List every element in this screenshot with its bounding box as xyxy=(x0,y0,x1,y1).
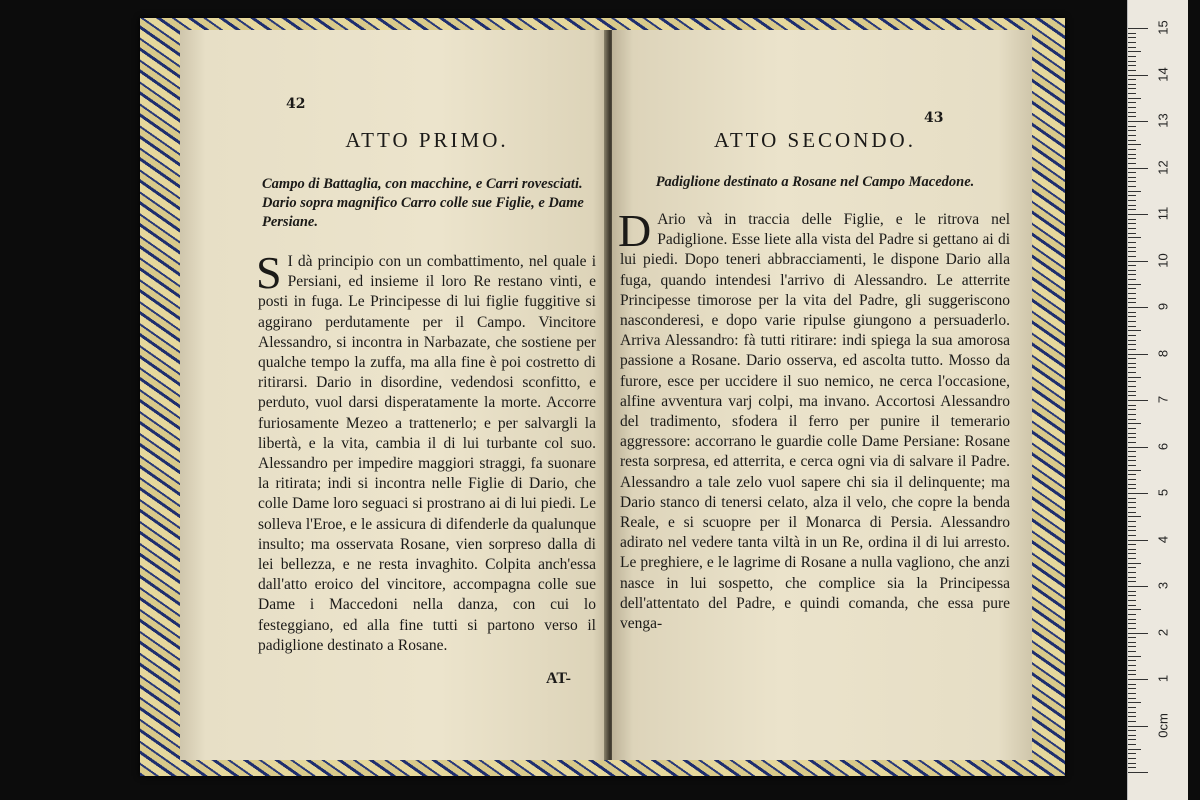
ruler-tick xyxy=(1128,191,1141,192)
ruler-tick xyxy=(1128,288,1136,289)
ruler-label: 8 xyxy=(1155,349,1171,357)
ruler-label: 10 xyxy=(1155,252,1171,268)
ruler-tick xyxy=(1128,567,1136,568)
ruler-tick xyxy=(1128,437,1136,438)
ruler-tick xyxy=(1128,614,1136,615)
ruler-tick xyxy=(1128,256,1136,257)
measurement-ruler xyxy=(1127,0,1188,800)
ruler-tick xyxy=(1128,340,1136,341)
ruler-tick xyxy=(1128,214,1148,215)
ruler-tick xyxy=(1128,521,1136,522)
ruler-tick xyxy=(1128,372,1136,373)
ruler-tick xyxy=(1128,646,1136,647)
ruler-tick xyxy=(1128,526,1136,527)
ruler-tick xyxy=(1128,442,1136,443)
ruler-tick xyxy=(1128,386,1136,387)
ruler-tick xyxy=(1128,395,1136,396)
ruler-tick xyxy=(1128,558,1136,559)
ruler-tick xyxy=(1128,712,1136,713)
ruler-tick xyxy=(1128,28,1148,29)
ruler-tick xyxy=(1128,419,1136,420)
ruler-tick xyxy=(1128,149,1136,150)
drop-cap: D xyxy=(618,205,652,256)
ruler-tick xyxy=(1128,37,1136,38)
ruler-tick xyxy=(1128,460,1136,461)
ruler-tick xyxy=(1128,93,1136,94)
ruler-tick xyxy=(1128,33,1136,34)
ruler-tick xyxy=(1128,154,1136,155)
ruler-tick xyxy=(1128,47,1136,48)
ruler-label: 9 xyxy=(1155,302,1171,311)
page-number: 42 xyxy=(286,96,306,112)
ruler-tick xyxy=(1128,428,1136,429)
ruler-tick xyxy=(1128,730,1136,731)
ruler-tick xyxy=(1128,693,1136,694)
ruler-tick xyxy=(1128,651,1136,652)
ruler-tick xyxy=(1128,98,1141,99)
ruler-label: 5 xyxy=(1155,488,1171,497)
ruler-tick xyxy=(1128,200,1136,201)
left-page xyxy=(180,30,610,760)
ruler-tick xyxy=(1128,326,1136,327)
ruler-tick xyxy=(1128,735,1136,736)
ruler-tick xyxy=(1128,498,1136,499)
ruler-tick xyxy=(1128,707,1136,708)
ruler-tick xyxy=(1128,116,1136,117)
ruler-tick xyxy=(1128,270,1136,271)
ruler-tick xyxy=(1128,381,1136,382)
ruler-tick xyxy=(1128,465,1136,466)
ruler-tick xyxy=(1128,605,1136,606)
ruler-tick xyxy=(1128,126,1136,127)
ruler-tick xyxy=(1128,600,1136,601)
ruler-tick xyxy=(1128,172,1136,173)
ruler-tick xyxy=(1128,553,1136,554)
ruler-tick xyxy=(1128,767,1136,768)
ruler-tick xyxy=(1128,56,1136,57)
ruler-tick xyxy=(1128,479,1136,480)
ruler-tick xyxy=(1128,637,1136,638)
ruler-tick xyxy=(1128,233,1136,234)
ruler-tick xyxy=(1128,42,1136,43)
ruler-tick xyxy=(1128,488,1136,489)
drop-cap: S xyxy=(256,247,282,298)
ruler-tick xyxy=(1128,75,1148,76)
ruler-tick xyxy=(1128,628,1136,629)
ruler-tick xyxy=(1128,586,1148,587)
ruler-tick xyxy=(1128,507,1136,508)
ruler-tick xyxy=(1128,168,1148,169)
ruler-tick xyxy=(1128,358,1136,359)
ruler-tick xyxy=(1128,242,1136,243)
ruler-tick xyxy=(1128,502,1136,503)
ruler-tick xyxy=(1128,195,1136,196)
ruler-tick xyxy=(1128,163,1136,164)
ruler-tick xyxy=(1128,121,1148,122)
ruler-tick xyxy=(1128,642,1136,643)
ruler-tick xyxy=(1128,223,1136,224)
ruler-tick xyxy=(1128,409,1136,410)
body-text xyxy=(618,205,1010,634)
ruler-tick xyxy=(1128,391,1136,392)
ruler-tick xyxy=(1128,772,1148,773)
ruler-tick xyxy=(1128,474,1136,475)
ruler-tick xyxy=(1128,660,1136,661)
right-page xyxy=(612,30,1032,760)
ruler-tick xyxy=(1128,312,1136,313)
ruler-label: 15 xyxy=(1155,20,1171,35)
ruler-tick xyxy=(1128,684,1136,685)
ruler-label: 12 xyxy=(1155,159,1171,175)
ruler-tick xyxy=(1128,79,1136,80)
ruler-tick xyxy=(1128,186,1136,187)
ruler-tick xyxy=(1128,247,1136,248)
ruler-tick xyxy=(1128,423,1141,424)
scene-description: Campo di Battaglia, con macchine, e Carri rovesciati. Dario sopra magnifico Carro colle sue Figlie, e Dame Persiane. xyxy=(262,176,584,230)
ruler-tick xyxy=(1128,716,1136,717)
ruler-tick xyxy=(1128,354,1148,355)
ruler-label: 11 xyxy=(1155,206,1171,221)
ruler-tick xyxy=(1128,400,1148,401)
ruler-tick xyxy=(1128,633,1148,634)
ruler-tick xyxy=(1128,744,1136,745)
ruler-tick xyxy=(1128,749,1141,750)
ruler-tick xyxy=(1128,88,1136,89)
ruler-tick xyxy=(1128,451,1136,452)
act-title: ATTO SECONDO. xyxy=(714,128,916,152)
ruler-tick xyxy=(1128,674,1136,675)
ruler-tick xyxy=(1128,702,1141,703)
paragraph: Ario và in traccia delle Figlie, e le ritrova nel Padiglione. Esse liete alla vista del Padre si gettano ai di lui piedi. Dopo teneri abbracciamenti, le dispone Dario alla fuga, quando intendesi l'arrivo di Alessandro. Le atterrite Principesse timorose per la vita del Padre, gli suggeriscono nasconderesi, e dopo varie ripulse giungono a persuaderlo. Arriva Alessandro: fà tutti ritirare: indi spiega la sua amorosa passione a Rosane. Dario osserva, ed ascolta tutto. Mosso da furore, esce per uccidere il suo nemico, ne cerca l'occasione, alfine avventura varj colpi, ma invano. Accortosi Alessandro del tradimento, sfodera il ferro per punire il temerario aggressore: accorrano le guardie colle Dame Persiane: Rosane resta sorpresa, ed atterrita, e cerca ogni via di salvare il Padre. Alessandro a tale zelo vuol sapere chi sia il delinquente; ma Dario stanco di tenersi celato, alza il velo, che copre la benda Reale, e si scuopre per il Monarca di Persia. Alessandro adirato nel vedere tanta viltà in un Re, ordina il di lui arresto. Le preghiere, e le lagrime di Rosane a nulla vagliono, che anzi nasce in lui sospetto, che complice sia la Principessa dell'attentato del Padre, e quindi comanda, che essa pure venga- xyxy=(620,211,1010,633)
ruler-tick xyxy=(1128,107,1136,108)
ruler-label: 14 xyxy=(1155,66,1171,82)
ruler-tick xyxy=(1128,377,1141,378)
ruler-tick xyxy=(1128,758,1136,759)
ruler-tick xyxy=(1128,316,1136,317)
ruler-tick xyxy=(1128,228,1136,229)
ruler-tick xyxy=(1128,591,1136,592)
ruler-tick xyxy=(1128,656,1141,657)
ruler-tick xyxy=(1128,516,1141,517)
ruler-label: 6 xyxy=(1155,442,1171,450)
ruler-tick xyxy=(1128,679,1148,680)
ruler-tick xyxy=(1128,335,1136,336)
ruler-tick xyxy=(1128,763,1136,764)
ruler-tick xyxy=(1128,456,1136,457)
ruler-tick xyxy=(1128,363,1136,364)
ruler-tick xyxy=(1128,181,1136,182)
ruler-label: 3 xyxy=(1155,581,1171,590)
ruler-label: 0cm xyxy=(1155,712,1171,738)
ruler-tick xyxy=(1128,205,1136,206)
ruler-tick xyxy=(1128,70,1136,71)
ruler-tick xyxy=(1128,609,1141,610)
ruler-tick xyxy=(1128,433,1136,434)
body-text xyxy=(256,247,596,656)
ruler-tick xyxy=(1128,563,1141,564)
ruler-tick xyxy=(1128,130,1136,131)
ruler-tick xyxy=(1128,447,1148,448)
catchword: AT- xyxy=(546,670,571,687)
ruler-tick xyxy=(1128,414,1136,415)
ruler-tick xyxy=(1128,279,1136,280)
ruler-tick xyxy=(1128,535,1136,536)
ruler-tick xyxy=(1128,595,1136,596)
ruler-tick xyxy=(1128,349,1136,350)
ruler-tick xyxy=(1128,470,1141,471)
ruler-tick xyxy=(1128,405,1136,406)
ruler-tick xyxy=(1128,670,1136,671)
ruler-label: 1 xyxy=(1155,674,1171,683)
ruler-label: 13 xyxy=(1155,113,1171,128)
ruler-tick xyxy=(1128,284,1141,285)
ruler-tick xyxy=(1128,298,1136,299)
ruler-tick xyxy=(1128,581,1136,582)
ruler-tick xyxy=(1128,237,1141,238)
ruler-tick xyxy=(1128,688,1136,689)
ruler-tick xyxy=(1128,293,1136,294)
ruler-tick xyxy=(1128,307,1148,308)
page-number: 43 xyxy=(924,110,944,126)
ruler-tick xyxy=(1128,577,1136,578)
ruler-tick xyxy=(1128,140,1136,141)
ruler-tick xyxy=(1128,623,1136,624)
ruler-tick xyxy=(1128,302,1136,303)
ruler-tick xyxy=(1128,484,1136,485)
ruler-tick xyxy=(1128,158,1136,159)
ruler-tick xyxy=(1128,665,1136,666)
ruler-tick xyxy=(1128,540,1148,541)
ruler-tick xyxy=(1128,112,1136,113)
act-title: ATTO PRIMO. xyxy=(345,128,509,152)
ruler-tick xyxy=(1128,144,1141,145)
ruler-tick xyxy=(1128,549,1136,550)
ruler-tick xyxy=(1128,135,1136,136)
ruler-tick xyxy=(1128,219,1136,220)
ruler-tick xyxy=(1128,726,1148,727)
ruler-tick xyxy=(1128,619,1136,620)
ruler-tick xyxy=(1128,51,1141,52)
ruler-tick xyxy=(1128,261,1148,262)
ruler-tick xyxy=(1128,274,1136,275)
ruler-tick xyxy=(1128,530,1136,531)
ruler-tick xyxy=(1128,265,1136,266)
ruler-label: 7 xyxy=(1155,395,1171,404)
ruler-tick xyxy=(1128,721,1136,722)
ruler-tick xyxy=(1128,84,1136,85)
ruler-tick xyxy=(1128,251,1136,252)
ruler-tick xyxy=(1128,544,1136,545)
ruler-tick xyxy=(1128,739,1136,740)
ruler-tick xyxy=(1128,209,1136,210)
ruler-tick xyxy=(1128,698,1136,699)
ruler-tick xyxy=(1128,177,1136,178)
ruler-tick xyxy=(1128,493,1148,494)
ruler-label: 4 xyxy=(1155,535,1171,543)
ruler-tick xyxy=(1128,65,1136,66)
ruler-tick xyxy=(1128,753,1136,754)
ruler-tick xyxy=(1128,344,1136,345)
scene-description: Padiglione destinato a Rosane nel Campo Macedone. xyxy=(655,174,975,190)
paragraph: I dà principio con un combattimento, nel quale i Persiani, ed insieme il loro Re restano vinti, e posti in fuga. Le Principesse di lui figlie fuggitive si aggirano perdutamente per il Campo. Vincitore Alessandro, si incontra in Narbazate, che sostiene per qualche tempo la zuffa, ma alla fine è poi costretto di ritirarsi. Dario in disordine, vedendosi sconfitto, e perduto, vuol darsi disperatamente la morte. Accorre furiosamente Mezeo a trattenerlo; e per salvargli la libertà, e la vita, cambia il di lui turbante col suo. Alessandro per impedire maggiori straggi, fa suonare la ritirata; indi si incontra nelle Figlie di Dario, che colle Dame loro seguaci si prostrano ai di lui piedi. Le solleva l'Eroe, e le assicura di difenderle da qualunque insulto; ma osservata Rosane, vien sorpreso dalla di lei bellezza, e ne resta invaghito. Colpita anch'essa dall'atto eroico del vincitore, accompagna colle sue Dame i Maccedoni nella danza, con cui lo festeggiano, ed alla fine tutti si partono verso il padiglione destinato a Rosane. xyxy=(258,253,596,654)
ruler-tick xyxy=(1128,330,1141,331)
ruler-tick xyxy=(1128,321,1136,322)
ruler-tick xyxy=(1128,102,1136,103)
ruler-tick xyxy=(1128,367,1136,368)
ruler-tick xyxy=(1128,61,1136,62)
ruler-tick xyxy=(1128,512,1136,513)
ruler-tick xyxy=(1128,572,1136,573)
ruler-label: 2 xyxy=(1155,628,1171,636)
